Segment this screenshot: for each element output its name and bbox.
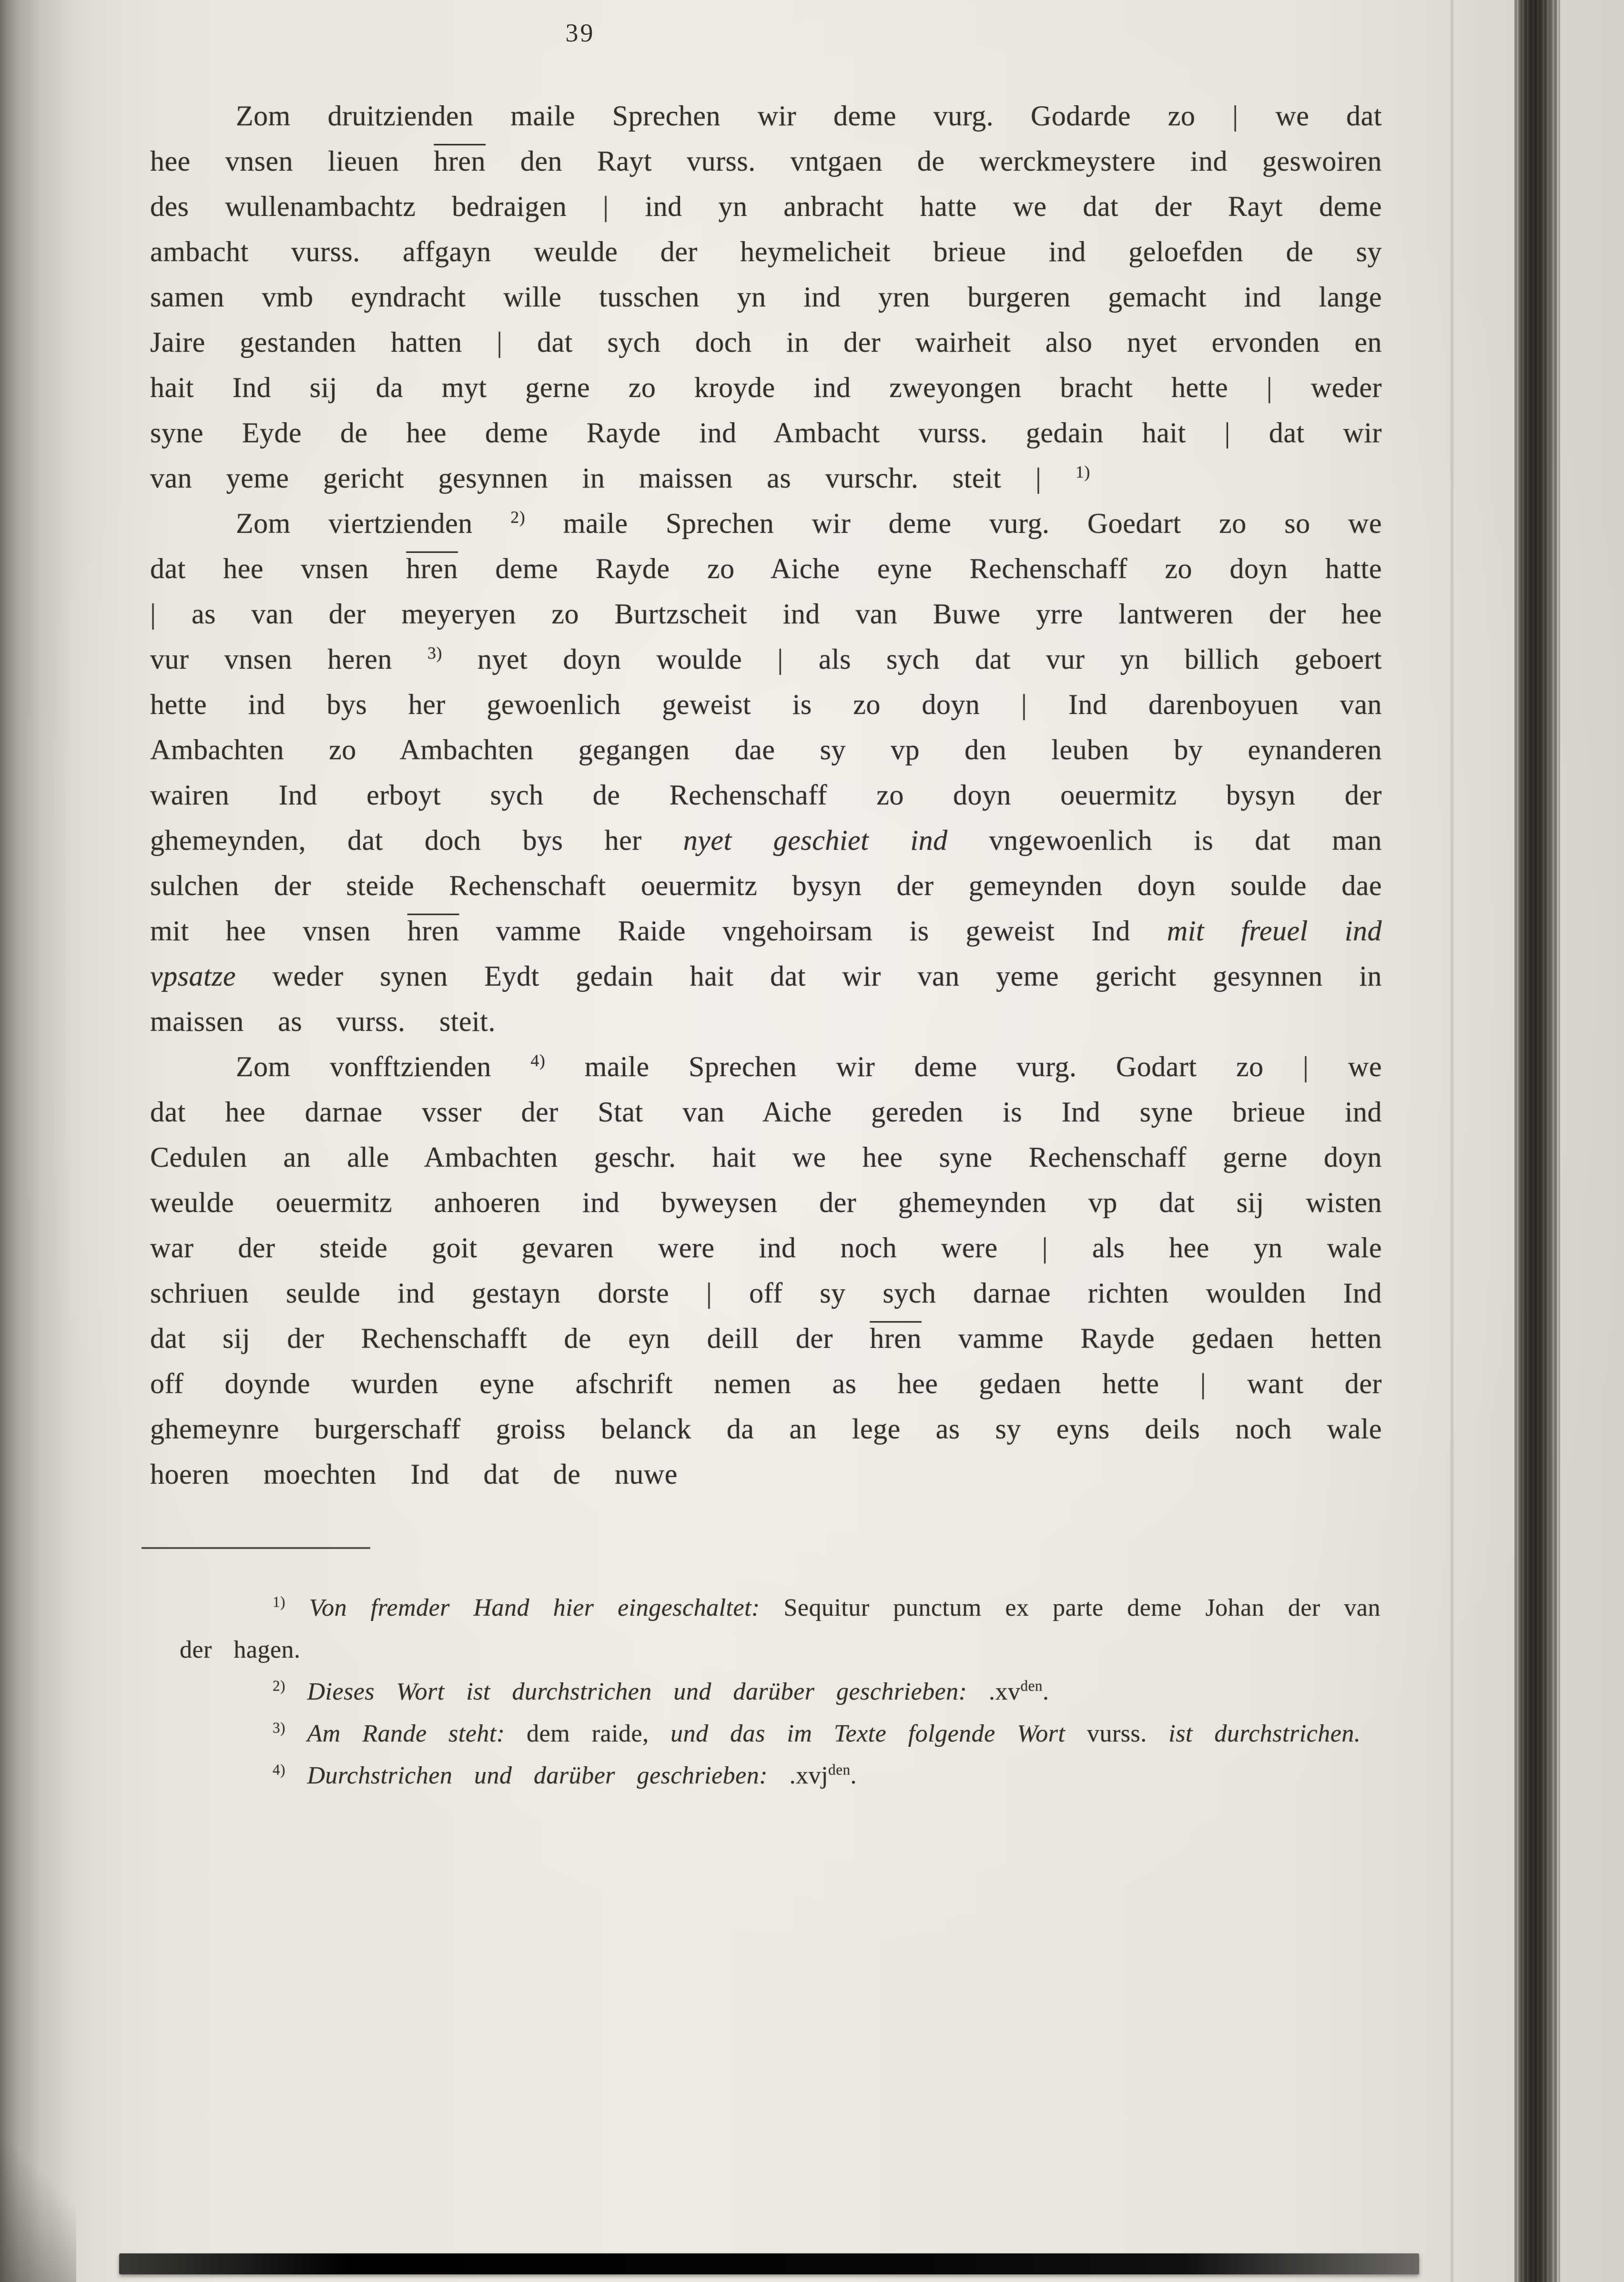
text-segment: . [1043, 1678, 1049, 1705]
text-segment: 2) [510, 508, 526, 527]
text-segment: 1) [273, 1593, 285, 1610]
text-segment: Sequitur punctum ex parte deme Johan der van der hagen. [180, 1594, 1381, 1663]
footnote [180, 1713, 1380, 1755]
text-segment: maile Sprechen wir deme vurg. Godart zo | we dat hee darnae vsser der Stat van Aiche gereden is Ind syne brieue ind Cedulen an alle Ambachten geschr. hait we hee syne Rechenschaff gerne doyn weulde oeuermitz anhoeren ind byweysen der ghemeynden vp dat sij wisten war der steide goit gevaren were ind noch were | als hee yn wale schriuen seulde ind gestayn dorste | off sy sych darnae richten woulden Ind dat sij der Rechenschafft de eyn deill der [150, 1051, 1382, 1354]
text-segment: hren [406, 553, 458, 584]
text-segment: Durchstrichen und darüber geschrieben: [307, 1762, 768, 1789]
text-segment [285, 1594, 309, 1621]
text-segment: ist durchstrichen. [1168, 1720, 1361, 1747]
text-segment: .xv [967, 1678, 1021, 1705]
text-segment [285, 1678, 307, 1705]
text-segment: Am Rande steht: [307, 1720, 505, 1747]
text-segment: den [1020, 1677, 1043, 1694]
text-segment: den [828, 1761, 851, 1778]
scan-fold-line [1450, 0, 1454, 2282]
footnote [180, 1671, 1380, 1713]
text-segment: Zom vonfftzienden [236, 1051, 531, 1082]
text-segment: . [850, 1762, 857, 1789]
footnote [180, 1755, 1380, 1797]
text-segment: nyet geschiet ind [683, 825, 948, 856]
footnote [180, 1587, 1380, 1671]
text-segment: und das im Texte folgende Wort [670, 1720, 1066, 1747]
text-segment: dem raide, [505, 1720, 671, 1747]
text-segment: 4) [273, 1761, 285, 1778]
text-segment: Dieses Wort ist durchstrichen und darüber geschrieben: [307, 1678, 967, 1705]
text-segment: weder synen Eydt gedain hait dat wir van yeme gericht gesynnen in maissen as vurss. steit. [150, 960, 1382, 1037]
footnotes-block [180, 1587, 1380, 1797]
scan-bottom-left-shadow [0, 2139, 76, 2282]
body-text-block [150, 93, 1382, 1497]
text-segment: maile Sprechen wir deme vurg. Goedart zo so we dat hee vnsen [150, 508, 1382, 584]
body-paragraph [150, 1044, 1382, 1497]
text-segment: mit freuel ind vpsatze [150, 915, 1382, 992]
scan-left-shadow [0, 0, 71, 2282]
footnote-separator [142, 1547, 370, 1549]
text-segment: .xvj [768, 1762, 829, 1789]
text-segment [285, 1762, 307, 1789]
text-segment: vngewoenlich is dat man sulchen der steide Rechenschaft oeuermitz bysyn der gemeynden doyn soulde dae mit hee vnsen [150, 825, 1382, 947]
page-number: 39 [565, 19, 595, 47]
text-segment: hren [407, 915, 459, 947]
scan-right-edge-streaks [1514, 0, 1560, 2282]
text-segment: 3) [427, 643, 442, 662]
text-segment: Zom druitzienden maile Sprechen wir deme vurg. Godarde zo | we dat hee vnsen lieuen [150, 100, 1382, 177]
text-segment: vamme Raide vngehoirsam is geweist Ind [459, 915, 1167, 947]
text-segment: 4) [530, 1051, 546, 1070]
text-segment: Zom viertzienden [236, 508, 511, 539]
text-segment: vamme Rayde gedaen hetten off doynde wurden eyne afschrift nemen as hee gedaen hette | want der ghemeynre burgerschaff groiss belanck da an lege as sy eyns deils noch wale hoeren moechten Ind dat de nuwe [150, 1323, 1382, 1490]
text-segment: den Rayt vurss. vntgaen de werckmeystere ind geswoiren des wullenambachtz bedraigen | ind yn anbracht hatte we dat der Rayt deme ambacht vurss. affgayn weulde der heymelicheit brieue ind geloefden de sy samen vmb eyndracht wille tusschen yn ind yren burgeren gemacht ind lange Jaire gestanden hatten | dat sych doch in der wairheit also nyet ervonden en hait Ind sij da myt gerne zo kroyde ind zweyongen bracht hette | weder syne Eyde de hee deme Rayde ind Ambacht vurss. gedain hait | dat wir van yeme gericht gesynnen in maissen as vurschr. steit | [150, 145, 1382, 494]
text-segment: vurss. [1065, 1720, 1169, 1747]
text-segment: hren [434, 145, 486, 177]
page-content [150, 18, 1382, 1797]
text-segment: Von fremder Hand hier eingeschaltet: [309, 1594, 760, 1621]
body-paragraph [150, 93, 1382, 501]
text-segment: nyet doyn woulde | als sych dat vur yn billich geboert hette ind bys her gewoenlich geweist is zo doyn | Ind darenboyuen van Ambachten zo Ambachten gegangen dae sy vp den leuben by eynanderen wairen Ind erboyt sych de Rechenschaff zo doyn oeuermitz bysyn der ghemeynden, dat doch bys her [150, 643, 1382, 856]
text-segment: 3) [273, 1719, 285, 1736]
text-segment: deme Rayde zo Aiche eyne Rechenschaff zo doyn hatte | as van der meyeryen zo Burtzscheit ind van Buwe yrre lantweren der hee vur vnsen heren [150, 553, 1382, 675]
text-segment: hren [870, 1323, 922, 1354]
body-paragraph [150, 501, 1382, 1044]
scan-bottom-edge [119, 2253, 1419, 2274]
text-segment [285, 1720, 307, 1747]
text-segment: 1) [1075, 462, 1090, 481]
text-segment: 2) [273, 1677, 285, 1694]
